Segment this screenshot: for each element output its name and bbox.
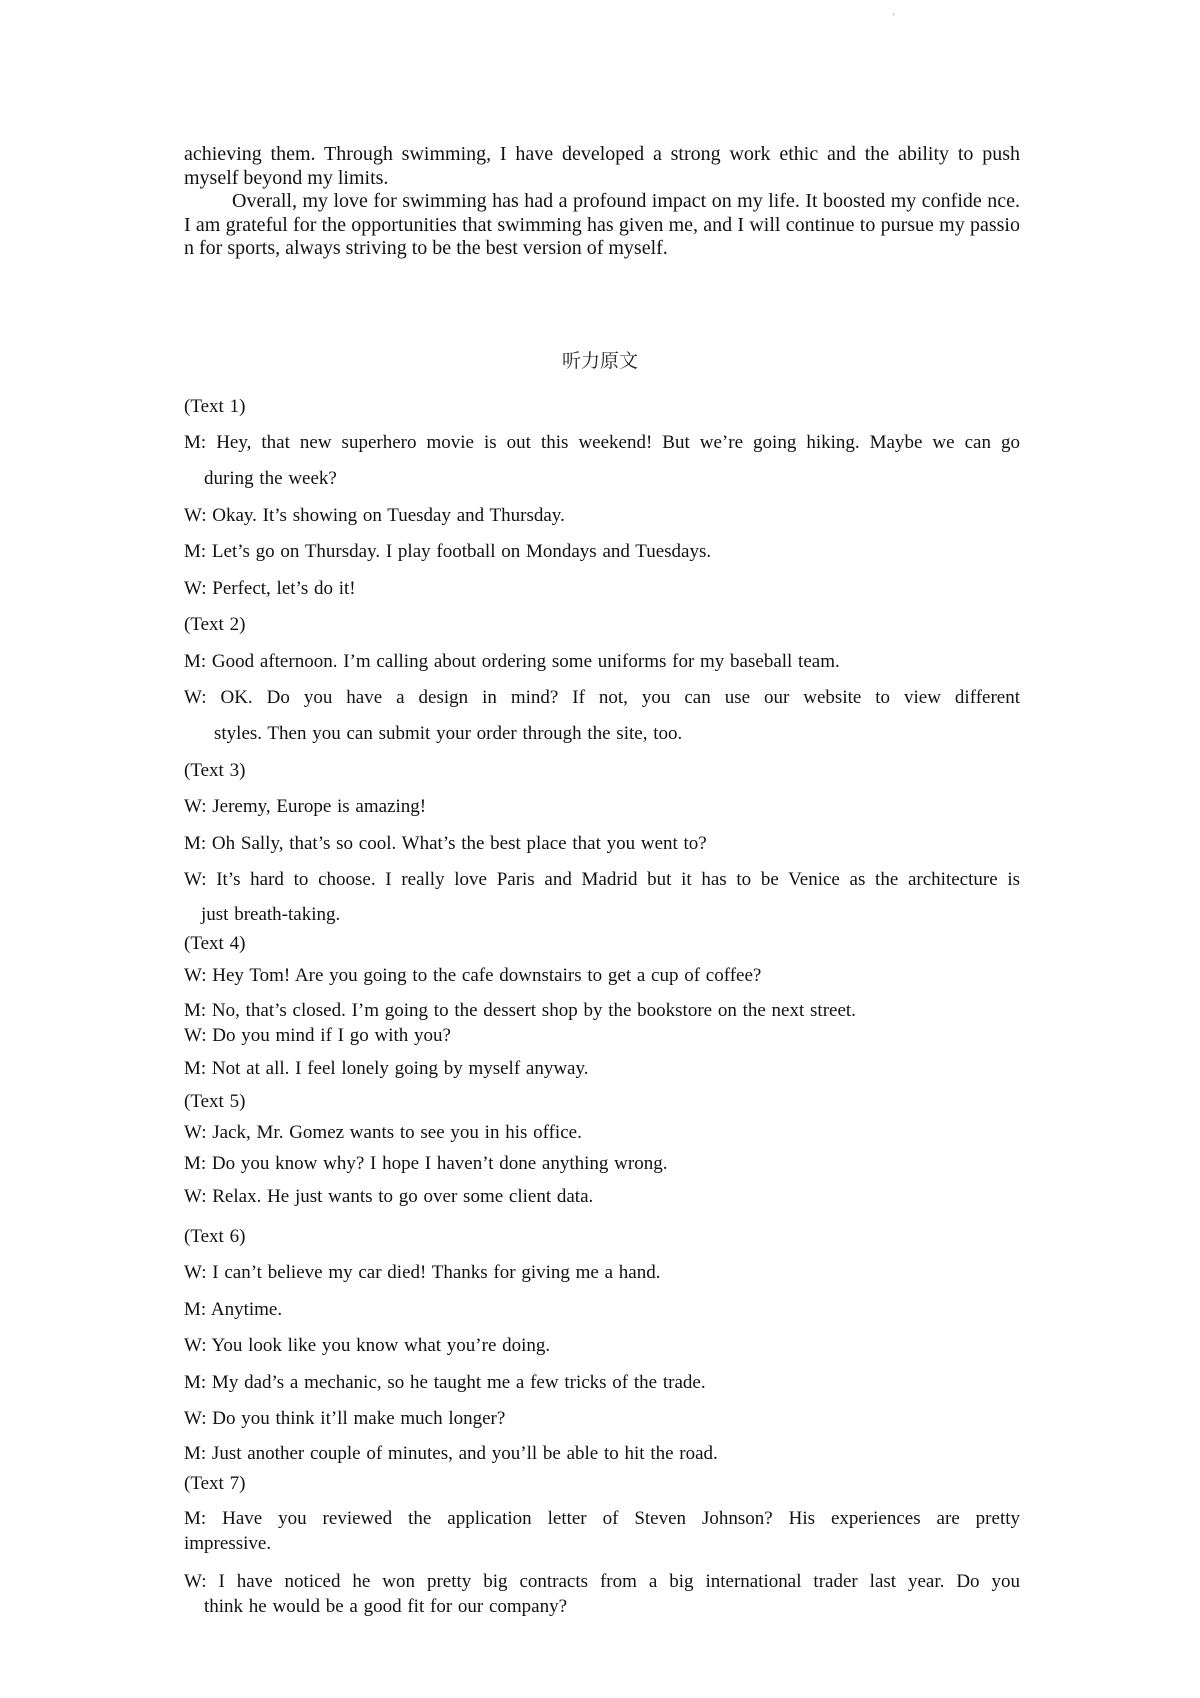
essay-paragraph-1-line-2: myself beyond my limits. [184,166,389,189]
transcript-line: during the week? [204,468,337,489]
transcript-line: M: Not at all. I feel lonely going by myself anyway. [184,1058,589,1079]
transcript-line: W: Do you think it’ll make much longer? [184,1408,506,1429]
transcript-line: W: Hey Tom! Are you going to the cafe downstairs to get a cup of coffee? [184,965,762,986]
transcript-line: M: Just another couple of minutes, and you’ll be able to hit the road. [184,1443,718,1464]
text-2-heading: (Text 2) [184,614,246,635]
text-4-heading: (Text 4) [184,933,246,954]
transcript-line: just breath-taking. [201,904,341,925]
text-6-heading: (Text 6) [184,1226,246,1247]
transcript-line: W: OK. Do you have a design in mind? If not, you can use our website to view different [184,687,1020,708]
transcript-line: W: You look like you know what you’re doing. [184,1335,551,1356]
text-3-heading: (Text 3) [184,760,246,781]
transcript-title: 听力原文 [561,350,638,372]
transcript-line: M: My dad’s a mechanic, so he taught me a few tricks of the trade. [184,1372,706,1393]
text-1-heading: (Text 1) [184,396,246,417]
transcript-line: M: Hey, that new superhero movie is out this weekend! But we’re going hiking. Maybe we can go [184,432,1020,453]
corner-mark: ' [893,12,895,21]
transcript-line: M: Good afternoon. I’m calling about ordering some uniforms for my baseball team. [184,651,840,672]
transcript-line: W: Jeremy, Europe is amazing! [184,796,427,817]
text-7-heading: (Text 7) [184,1473,246,1494]
transcript-line: W: Okay. It’s showing on Tuesday and Thursday. [184,505,565,526]
transcript-line: W: I have noticed he won pretty big contracts from a big international trader last year. Do you [184,1571,1020,1592]
transcript-line: M: No, that’s closed. I’m going to the dessert shop by the bookstore on the next street. [184,1000,856,1021]
transcript-line: M: Do you know why? I hope I haven’t done anything wrong. [184,1153,668,1174]
transcript-line: M: Oh Sally, that’s so cool. What’s the best place that you went to? [184,833,707,854]
transcript-line: W: Relax. He just wants to go over some client data. [184,1186,594,1207]
essay-paragraph-2: Overall, my love for swimming has had a profound impact on my life. It boosted my confide nce. I am grateful for the opportunities that swimming has given me, and I will continue to pursue my passion for sports, always striving to be the best version of myself. [184,190,1020,259]
transcript-line: styles. Then you can submit your order through the site, too. [214,723,683,744]
transcript-line: W: It’s hard to choose. I really love Paris and Madrid but it has to be Venice as the architecture is [184,869,1020,890]
transcript-line: W: Do you mind if I go with you? [184,1025,451,1046]
transcript-line: impressive. [184,1533,272,1554]
transcript-line: think he would be a good fit for our company? [204,1596,568,1617]
transcript-line: M: Let’s go on Thursday. I play football on Mondays and Tuesdays. [184,541,712,562]
text-5-heading: (Text 5) [184,1091,246,1112]
transcript-line: W: Perfect, let’s do it! [184,578,356,599]
transcript-line: M: Anytime. [184,1299,283,1320]
transcript-line: W: I can’t believe my car died! Thanks for giving me a hand. [184,1262,661,1283]
transcript-line: M: Have you reviewed the application letter of Steven Johnson? His experiences are pretty [184,1508,1020,1529]
essay-excerpt [184,143,1020,261]
essay-paragraph-1-line-1: achieving them. Through swimming, I have developed a strong work ethic and the ability to push [184,143,1020,165]
transcript-line: W: Jack, Mr. Gomez wants to see you in his office. [184,1122,582,1143]
